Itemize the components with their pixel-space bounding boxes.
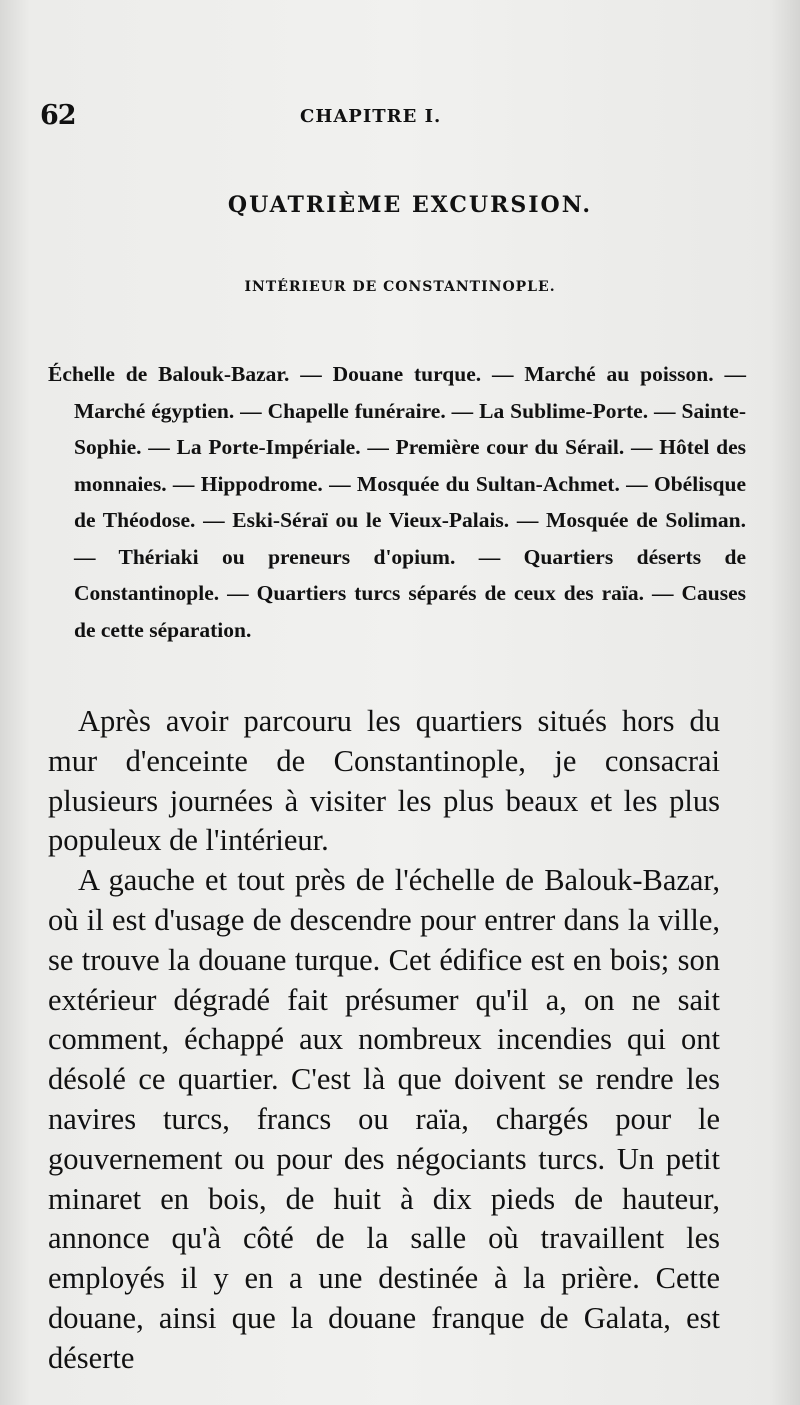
- chapter-heading: CHAPITRE I.: [300, 106, 442, 127]
- section-subtitle: INTÉRIEUR DE CONSTANTINOPLE.: [244, 279, 556, 295]
- paragraph-1: Après avoir parcouru les quartiers situés hors du mur d'enceinte de Constantinople, je consacrai plusieurs journées à visiter les plus beaux et les plus populeux de l'intérieur.: [48, 704, 720, 858]
- body-text: [48, 702, 720, 1379]
- page-number: 62: [40, 100, 76, 131]
- chapter-summary: Échelle de Balouk-Bazar. — Douane turque. — Marché au poisson. — Marché égyptien. — Chapelle funéraire. — La Sublime-Porte. — Sainte-Sophie. — La Porte-Impériale. — Première cour du Sérail. — Hôtel des monnaies. — Hippodrome. — Mosquée du Sultan-Achmet. — Obélisque de Théodose. — Eski-Séraï ou le Vieux-Palais. — Mosquée de Soliman. — Thériaki ou preneurs d'opium. — Quartiers déserts de Constantinople. — Quartiers turcs séparés de ceux des raïa. — Causes de cette séparation.: [48, 362, 746, 642]
- section-title: QUATRIÈME EXCURSION.: [227, 192, 593, 218]
- paragraph-2: A gauche et tout près de l'échelle de Balouk-Bazar, où il est d'usage de descendre pour entrer dans la ville, se trouve la douane turque. Cet édifice est en bois; son extérieur dégradé fait présumer qu'il a, on ne sait comment, échappé aux nombreux incendies qui ont désolé ce quartier. C'est là que doivent se rendre les navires turcs, francs ou raïa, chargés pour le gouvernement ou pour des négociants turcs. Un petit minaret en bois, de huit à dix pieds de hauteur, annonce qu'à côté de la salle où travaillent les employés il y en a une destinée à la prière. Cette douane, ainsi que la douane franque de Galata, est déserte: [48, 863, 720, 1375]
- running-head: [40, 100, 760, 140]
